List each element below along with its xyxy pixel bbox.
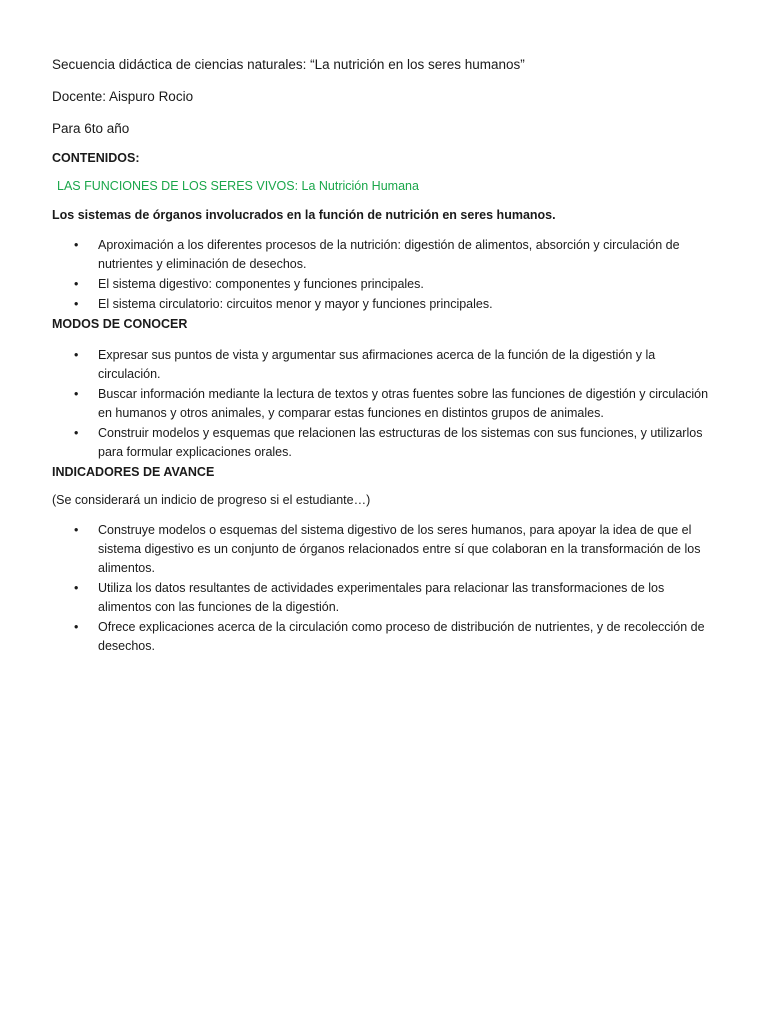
list-item-text: Buscar información mediante la lectura de textos y otras fuentes sobre las funciones de digestión y circulación en humanos y otros animales, y comparar estas funciones en distintos grupos de animales. (98, 387, 709, 420)
document-title: Secuencia didáctica de ciencias naturales: “La nutrición en los seres humanos” (52, 57, 525, 72)
modos-heading: MODOS DE CONOCER (52, 317, 188, 331)
bullet-icon: • (74, 620, 79, 634)
document-page (52, 55, 720, 657)
contents-heading: CONTENIDOS: (52, 151, 140, 165)
list-item-text: Construir modelos y esquemas que relacionen las estructuras de los sistemas con sus funciones, y utilizarlos para formular explicaciones orales. (98, 426, 703, 459)
list-item-text: Construye modelos o esquemas del sistema digestivo de los seres humanos, para apoyar la idea de que el sistema digestivo es un conjunto de órganos relacionados entre sí que colaboran en la transformación de los alimentos. (98, 523, 701, 575)
bullet-icon: • (74, 297, 79, 311)
list-item (52, 346, 720, 384)
list-item-text: El sistema digestivo: componentes y funciones principales. (98, 277, 424, 291)
list-item (52, 236, 720, 274)
list-item (52, 521, 720, 578)
indicadores-note: (Se considerará un indicio de progreso si el estudiante…) (52, 493, 371, 507)
grade-level: Para 6to año (52, 121, 130, 136)
list-item-text: Utiliza los datos resultantes de actividades experimentales para relacionar las transformaciones de los alimentos con las funciones de la digestión. (98, 581, 665, 614)
indicadores-list (52, 521, 720, 656)
bullet-icon: • (74, 387, 79, 401)
bullet-icon: • (74, 348, 79, 362)
list-item (52, 579, 720, 617)
contents-subheading: LAS FUNCIONES DE LOS SERES VIVOS: La Nutrición Humana (57, 179, 419, 193)
list-item-text: Expresar sus puntos de vista y argumentar sus afirmaciones acerca de la función de la digestión y la circulación. (98, 348, 656, 381)
bullet-icon: • (74, 277, 79, 291)
modos-list (52, 346, 720, 462)
list-item (52, 424, 720, 462)
contents-list (52, 236, 720, 314)
list-item-text: Ofrece explicaciones acerca de la circulación como proceso de distribución de nutrientes, y de recolección de desechos. (98, 620, 705, 653)
teacher-name: Docente: Aispuro Rocio (52, 89, 194, 104)
list-item (52, 385, 720, 423)
list-item (52, 618, 720, 656)
list-item-text: Aproximación a los diferentes procesos de la nutrición: digestión de alimentos, absorción y circulación de nutrientes y eliminación de desechos. (98, 238, 680, 271)
list-item (52, 295, 720, 314)
bullet-icon: • (74, 426, 79, 440)
list-item (52, 275, 720, 294)
bullet-icon: • (74, 238, 79, 252)
list-item-text: El sistema circulatorio: circuitos menor y mayor y funciones principales. (98, 297, 493, 311)
indicadores-heading: INDICADORES DE AVANCE (52, 465, 215, 479)
bullet-icon: • (74, 523, 79, 537)
bullet-icon: • (74, 581, 79, 595)
contents-intro: Los sistemas de órganos involucrados en la función de nutrición en seres humanos. (52, 208, 556, 222)
